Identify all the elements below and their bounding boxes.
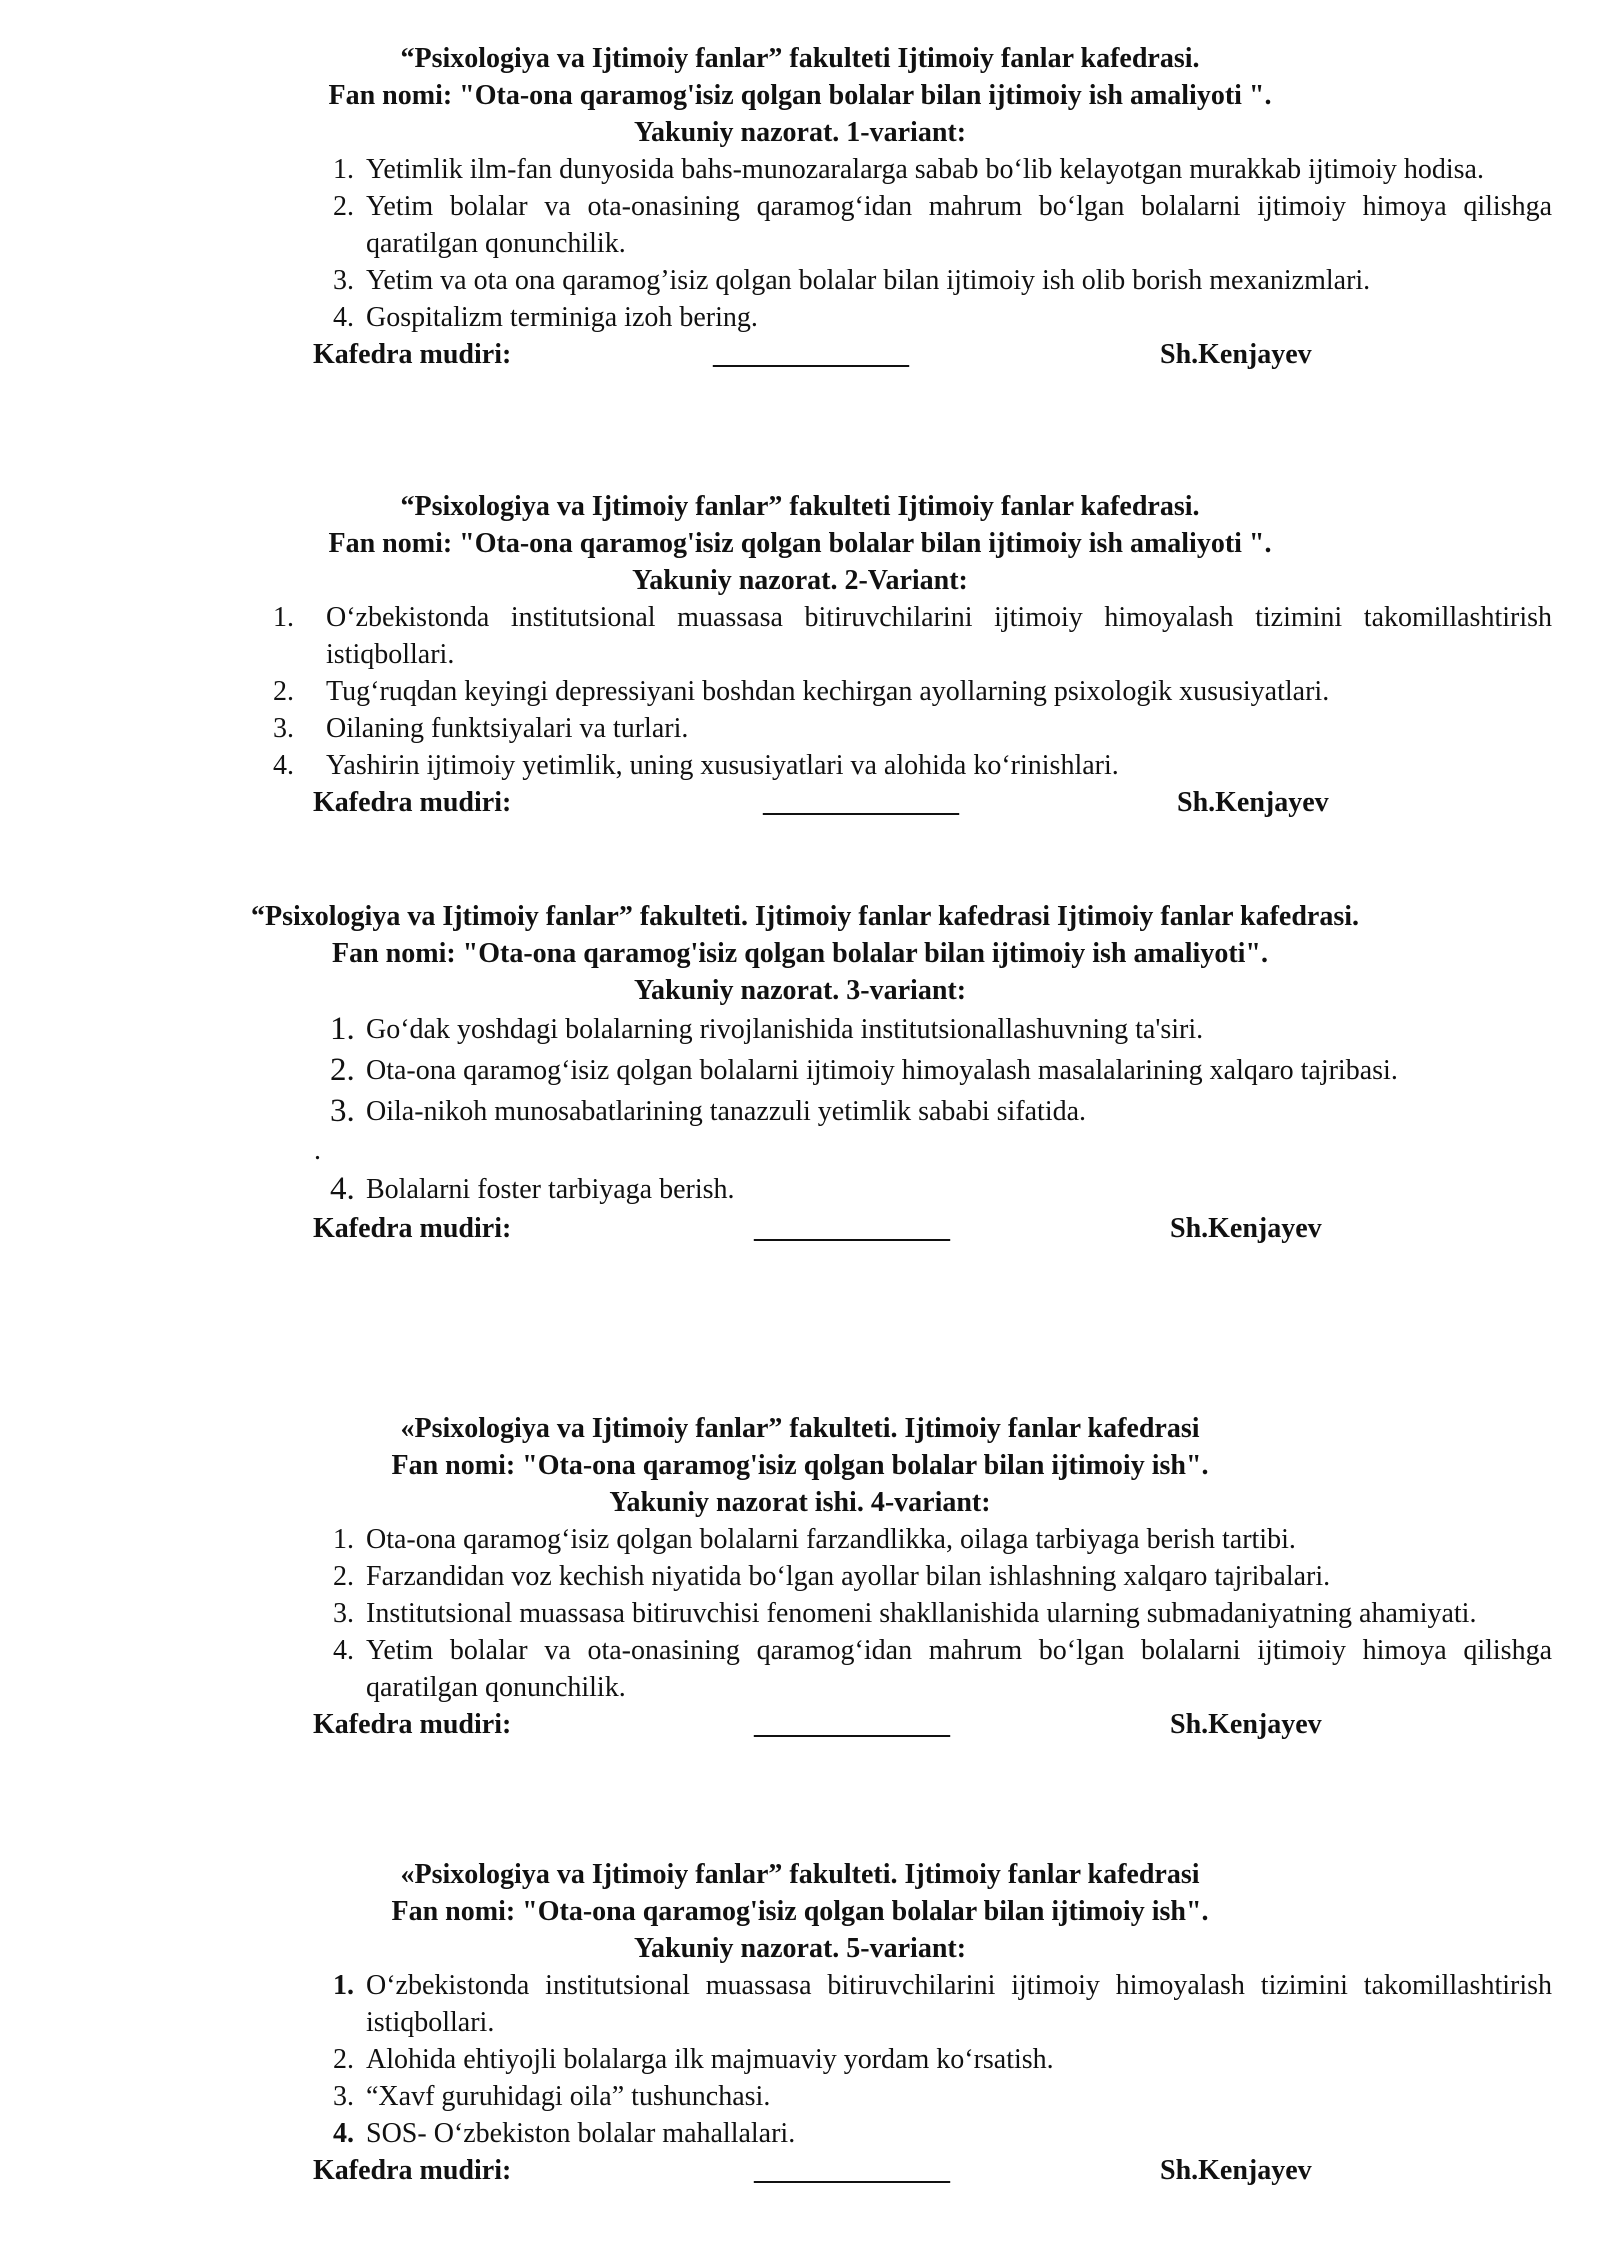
question-item: 1. O‘zbekistonda institutsional muassasa bitiruvchilarini ijtimoiy himoyalash tizimini takomillashtirish istiqbollari. xyxy=(333,1970,1552,2038)
question-list xyxy=(333,1967,1552,2152)
question-item: 3. Oilaning funktsiyalari va turlari. xyxy=(273,713,689,744)
faculty-title: «Psixologiya va Ijtimoiy fanlar” fakulteti. Ijtimoiy fanlar kafedrasi xyxy=(400,1413,1200,1444)
signature-line xyxy=(0,1210,1600,1250)
question-item: 4. Bolalarni foster tarbiyaga berish. xyxy=(330,1171,735,1207)
question-list xyxy=(333,151,1552,336)
head-name: Sh.Kenjayev xyxy=(1160,2155,1312,2186)
question-list xyxy=(333,1521,1552,1706)
faculty-title: “Psixologiya va Ijtimoiy fanlar” fakulteti Ijtimoiy fanlar kafedrasi. xyxy=(400,43,1200,74)
subject-title: Fan nomi: "Ota-ona qaramog'isiz qolgan bolalar bilan ijtimoiy ish amaliyoti". xyxy=(332,938,1268,969)
question-item: 4. Gospitalizm terminiga izoh bering. xyxy=(333,302,758,333)
faculty-title: «Psixologiya va Ijtimoiy fanlar” fakulteti. Ijtimoiy fanlar kafedrasi xyxy=(400,1859,1200,1890)
variant-2 xyxy=(0,488,1600,824)
signature-blank: ______________ xyxy=(754,1213,950,1244)
head-name: Sh.Kenjayev xyxy=(1177,787,1329,818)
question-item: 4. Yashirin ijtimoiy yetimlik, uning xususiyatlari va alohida ko‘rinishlari. xyxy=(273,750,1119,781)
question-item: 2. Yetim bolalar va ota-onasining qaramog‘idan mahrum bo‘lgan bolalarni ijtimoiy himoya qilishga qaratilgan qonunchilik. xyxy=(333,191,1552,259)
signature-blank: ______________ xyxy=(754,1709,950,1740)
signature-line xyxy=(0,2152,1600,2192)
faculty-title: “Psixologiya va Ijtimoiy fanlar” fakulteti. Ijtimoiy fanlar kafedrasi Ijtimoiy fanlar kafedrasi. xyxy=(250,901,1360,932)
variant-title: Yakuniy nazorat. 5-variant: xyxy=(633,1933,967,1964)
signature-blank: ______________ xyxy=(713,339,909,370)
subject-title: Fan nomi: "Ota-ona qaramog'isiz qolgan bolalar bilan ijtimoiy ish amaliyoti ". xyxy=(328,80,1272,111)
head-of-department-label: Kafedra mudiri: xyxy=(313,1709,512,1740)
head-name: Sh.Kenjayev xyxy=(1160,339,1312,370)
head-name: Sh.Kenjayev xyxy=(1170,1213,1322,1244)
question-item: 2. Farzandidan voz kechish niyatida bo‘lgan ayollar bilan ishlashning xalqaro tajribalari. xyxy=(333,1561,1331,1592)
question-item: 1. Yetimlik ilm-fan dunyosida bahs-munozaralarga sabab bo‘lib kelayotgan murakkab ijtimoiy hodisa. xyxy=(333,154,1484,185)
head-of-department-label: Kafedra mudiri: xyxy=(313,2155,512,2186)
signature-line xyxy=(0,784,1600,824)
head-name: Sh.Kenjayev xyxy=(1170,1709,1322,1740)
variant-title: Yakuniy nazorat. 3-variant: xyxy=(633,975,967,1006)
question-item: 2. Ota-ona qaramog‘isiz qolgan bolalarni ijtimoiy himoyalash masalalarining xalqaro tajribasi. xyxy=(330,1052,1398,1088)
question-item: 3. Oila-nikoh munosabatlarining tanazzuli yetimlik sababi sifatida. xyxy=(330,1093,1087,1129)
question-item: 2. Tug‘ruqdan keyingi depressiyani boshdan kechirgan ayollarning psixologik xususiyatlari. xyxy=(273,676,1330,707)
variant-title: Yakuniy nazorat. 1-variant: xyxy=(633,117,967,148)
variant-4 xyxy=(0,1410,1600,1746)
signature-line xyxy=(0,1706,1600,1746)
variant-1 xyxy=(0,40,1600,376)
subject-title: Fan nomi: "Ota-ona qaramog'isiz qolgan bolalar bilan ijtimoiy ish". xyxy=(391,1450,1209,1481)
variant-title: Yakuniy nazorat. 2-Variant: xyxy=(632,565,968,596)
question-item: 1. Go‘dak yoshdagi bolalarning rivojlanishida institutsionallashuvning ta'siri. xyxy=(330,1011,1204,1047)
question-list xyxy=(273,599,1552,784)
question-list xyxy=(314,1009,1552,1210)
variant-5 xyxy=(0,1856,1600,2192)
head-of-department-label: Kafedra mudiri: xyxy=(313,787,512,818)
question-item: 1. O‘zbekistonda institutsional muassasa bitiruvchilarini ijtimoiy himoyalash tizimini takomillashtirish istiqbollari. xyxy=(273,602,1552,670)
stray-dot: . xyxy=(314,1135,321,1166)
signature-blank: ______________ xyxy=(754,2155,950,2186)
question-item: 3. Institutsional muassasa bitiruvchisi fenomeni shakllanishida ularning submadaniyatning ahamiyati. xyxy=(333,1598,1477,1629)
signature-line xyxy=(0,336,1600,376)
subject-title: Fan nomi: "Ota-ona qaramog'isiz qolgan bolalar bilan ijtimoiy ish amaliyoti ". xyxy=(328,528,1272,559)
head-of-department-label: Kafedra mudiri: xyxy=(313,339,512,370)
faculty-title: “Psixologiya va Ijtimoiy fanlar” fakulteti Ijtimoiy fanlar kafedrasi. xyxy=(400,491,1200,522)
question-item: 2. Alohida ehtiyojli bolalarga ilk majmuaviy yordam ko‘rsatish. xyxy=(333,2044,1054,2075)
subject-title: Fan nomi: "Ota-ona qaramog'isiz qolgan bolalar bilan ijtimoiy ish". xyxy=(391,1896,1209,1927)
question-item: 4. Yetim bolalar va ota-onasining qaramog‘idan mahrum bo‘lgan bolalarni ijtimoiy himoya qilishga qaratilgan qonunchilik. xyxy=(333,1635,1552,1703)
question-item: 3. “Xavf guruhidagi oila” tushunchasi. xyxy=(333,2081,771,2112)
question-item: 1. Ota-ona qaramog‘isiz qolgan bolalarni farzandlikka, oilaga tarbiyaga berish tartibi. xyxy=(333,1524,1296,1555)
variant-3 xyxy=(0,898,1600,1250)
variant-title: Yakuniy nazorat ishi. 4-variant: xyxy=(609,1487,991,1518)
head-of-department-label: Kafedra mudiri: xyxy=(313,1213,512,1244)
signature-blank: ______________ xyxy=(763,787,959,818)
question-item: 3. Yetim va ota ona qaramog’isiz qolgan bolalar bilan ijtimoiy ish olib borish mexanizmlari. xyxy=(333,265,1371,296)
question-item: 4. SOS- O‘zbekiston bolalar mahallalari. xyxy=(333,2118,796,2149)
